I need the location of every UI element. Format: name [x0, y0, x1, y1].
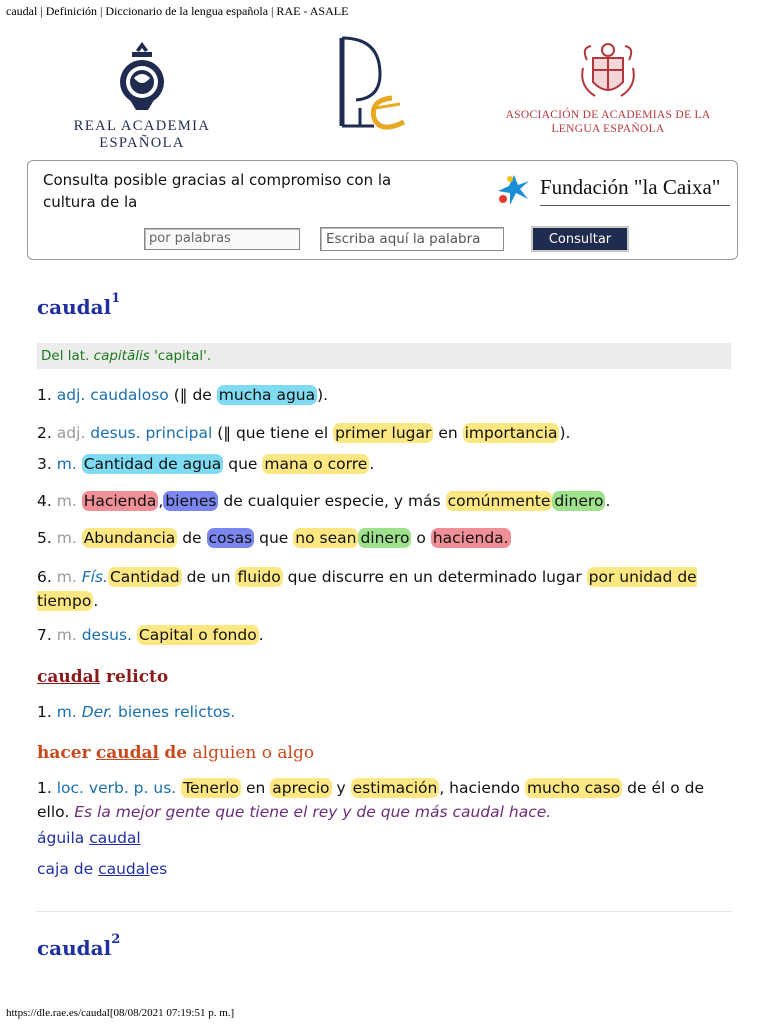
abbr[interactable]: Fís.: [81, 568, 108, 586]
highlight-word[interactable]: estimación: [352, 779, 438, 797]
link-word[interactable]: principal: [145, 424, 213, 442]
highlight-word[interactable]: importancia: [464, 424, 558, 442]
plain-text: o: [416, 529, 426, 547]
plain-text: .: [93, 592, 99, 610]
plain-text: , haciendo: [439, 779, 520, 797]
related-caja-de-caudales[interactable]: [37, 860, 167, 878]
highlight-word[interactable]: fluido: [237, 568, 281, 586]
plain-text: que discurre en un determinado lugar: [287, 568, 582, 586]
acepcion-2: [37, 421, 727, 445]
link-prefix: águila: [37, 829, 85, 847]
rae-logo[interactable]: [32, 40, 252, 152]
etym-meaning: 'capital'.: [154, 348, 212, 364]
la-caixa-logo[interactable]: [494, 169, 734, 209]
abbr[interactable]: adj.: [56, 386, 86, 404]
subentry-title-rest: relicto: [106, 667, 169, 687]
relicto-acepcion-1: [37, 700, 727, 724]
abbr[interactable]: m.: [56, 626, 77, 644]
etymology: [37, 343, 731, 369]
highlight-word[interactable]: hacienda.: [432, 529, 509, 547]
example-sentence: Es la mejor gente que tiene el rey y de que más caudal hace.: [74, 803, 552, 821]
abbr[interactable]: m.: [56, 455, 77, 473]
search-mode-select[interactable]: por palabras: [144, 228, 300, 250]
acc-number: 6.: [37, 568, 52, 586]
highlight-word[interactable]: por unidad de tiempo: [37, 568, 697, 610]
link-word[interactable]: caudaloso: [90, 386, 169, 404]
subentry-word: de: [164, 743, 188, 763]
abbr[interactable]: desus.: [90, 424, 141, 442]
highlight-word[interactable]: cosas: [208, 529, 253, 547]
plain-text: de él o de ello.: [37, 779, 704, 821]
subentry-word: hacer: [37, 743, 91, 763]
lemma-superscript: 1: [111, 291, 121, 306]
plain-text: .: [605, 492, 611, 510]
highlight-word[interactable]: Capital o fondo: [138, 626, 257, 644]
acepcion-1: [37, 383, 727, 407]
lemma-text: caudal: [37, 295, 112, 319]
acc-number: 5.: [37, 529, 52, 547]
acc-number: 1.: [37, 779, 52, 797]
consultar-button[interactable]: Consultar: [533, 228, 627, 250]
link-suffix: es: [149, 860, 168, 878]
lemma-heading: [37, 291, 121, 319]
abbr[interactable]: loc. verb. p. us.: [56, 779, 177, 797]
acepcion-3: [37, 452, 727, 476]
highlight-word[interactable]: primer lugar: [335, 424, 432, 442]
la-caixa-star-icon: [494, 171, 534, 207]
link-prefix: caja de: [37, 860, 94, 878]
la-caixa-brand: Fundación "la Caixa": [540, 175, 721, 199]
plain-text: ).: [317, 386, 329, 404]
plain-text: que: [259, 529, 289, 547]
related-aguila-caudal[interactable]: [37, 829, 141, 847]
highlight-word[interactable]: mana o corre: [264, 455, 368, 473]
abbr[interactable]: m.: [56, 492, 77, 510]
highlight-word[interactable]: Abundancia: [83, 529, 176, 547]
subentry-link[interactable]: caudal: [37, 667, 101, 687]
highlight-word[interactable]: no sean: [295, 529, 357, 547]
hacer-acepcion-1: [37, 776, 721, 824]
entry-divider: [37, 911, 731, 912]
acepcion-5: [37, 526, 727, 550]
acc-number: 3.: [37, 455, 52, 473]
plain-text: de: [182, 529, 202, 547]
abbr[interactable]: adj.: [56, 424, 86, 442]
asale-name-line1: ASOCIACIÓN DE ACADEMIAS DE LA: [505, 109, 711, 121]
abbr[interactable]: m.: [56, 703, 77, 721]
highlight-word[interactable]: Cantidad: [109, 568, 180, 586]
highlight-word[interactable]: mucho caso: [526, 779, 621, 797]
etym-word: capitālis: [93, 348, 150, 364]
asale-logo[interactable]: [498, 38, 718, 136]
print-page-title: caudal | Definición | Diccionario de la lengua española | RAE - ASALE: [6, 4, 349, 18]
plain-text: en: [438, 424, 458, 442]
plain-text: (‖ que tiene el: [217, 424, 329, 442]
plain-text: ,: [158, 492, 164, 510]
highlight-word[interactable]: Tenerlo: [183, 779, 240, 797]
acc-number: 4.: [37, 492, 52, 510]
rae-crest-icon: [112, 40, 172, 112]
highlight-word[interactable]: aprecio: [272, 779, 330, 797]
brand-underline: [540, 205, 730, 206]
acc-number: 2.: [37, 424, 52, 442]
plain-text: .: [258, 626, 264, 644]
print-footer-url: https://dle.rae.es/caudal[08/08/2021 07:19:51 p. m.]: [6, 1007, 235, 1019]
acc-number: 1.: [37, 386, 52, 404]
plain-text: y: [336, 779, 346, 797]
dle-logo-icon[interactable]: [334, 34, 414, 134]
sponsor-text: Consulta posible gracias al compromiso con la cultura de la: [43, 171, 392, 211]
plain-text: .: [369, 455, 375, 473]
acc-number: 1.: [37, 703, 52, 721]
abbr[interactable]: Der.: [81, 703, 114, 721]
abbr[interactable]: m.: [56, 529, 77, 547]
asale-name-line2: LENGUA ESPAÑOLA: [551, 123, 665, 135]
highlight-word[interactable]: dinero: [554, 492, 604, 510]
subentry-link[interactable]: caudal: [95, 743, 159, 763]
highlight-word[interactable]: Cantidad de agua: [83, 455, 222, 473]
plain-text: (‖ de: [173, 386, 212, 404]
lemma-superscript: 2: [111, 932, 121, 947]
link-word[interactable]: caudal: [89, 829, 141, 847]
acc-number: 7.: [37, 626, 52, 644]
highlight-word[interactable]: Hacienda: [83, 492, 157, 510]
highlight-word[interactable]: mucha agua: [218, 386, 316, 404]
abbr[interactable]: m.: [56, 568, 77, 586]
lemma-heading-2: [37, 932, 121, 960]
highlight-word[interactable]: bienes: [165, 492, 217, 510]
link-word[interactable]: bienes relictos.: [118, 703, 236, 721]
highlight-word[interactable]: comúnmente: [447, 492, 551, 510]
acepcion-6: [37, 565, 721, 613]
search-panel: [27, 160, 738, 260]
lemma-text: caudal: [37, 936, 112, 960]
link-word[interactable]: caudal: [98, 860, 150, 878]
highlight-word[interactable]: dinero: [360, 529, 410, 547]
subentry-caudal-relicto: [37, 667, 168, 687]
plain-text: ).: [559, 424, 571, 442]
acepcion-7: [37, 623, 727, 647]
rae-name: REAL ACADEMIA ESPAÑOLA: [73, 118, 211, 151]
abbr[interactable]: desus.: [81, 626, 132, 644]
search-input[interactable]: [320, 227, 504, 251]
plain-text: en: [245, 779, 266, 797]
subentry-hacer-caudal: [37, 743, 314, 763]
plain-text: de un: [186, 568, 231, 586]
plain-text: de cualquier especie, y más: [223, 492, 441, 510]
asale-crest-icon: [577, 38, 639, 102]
etym-prefix: Del lat.: [41, 348, 90, 364]
acepcion-4: [37, 489, 727, 513]
plain-text: que: [228, 455, 258, 473]
subentry-word: alguien o algo: [192, 743, 315, 763]
